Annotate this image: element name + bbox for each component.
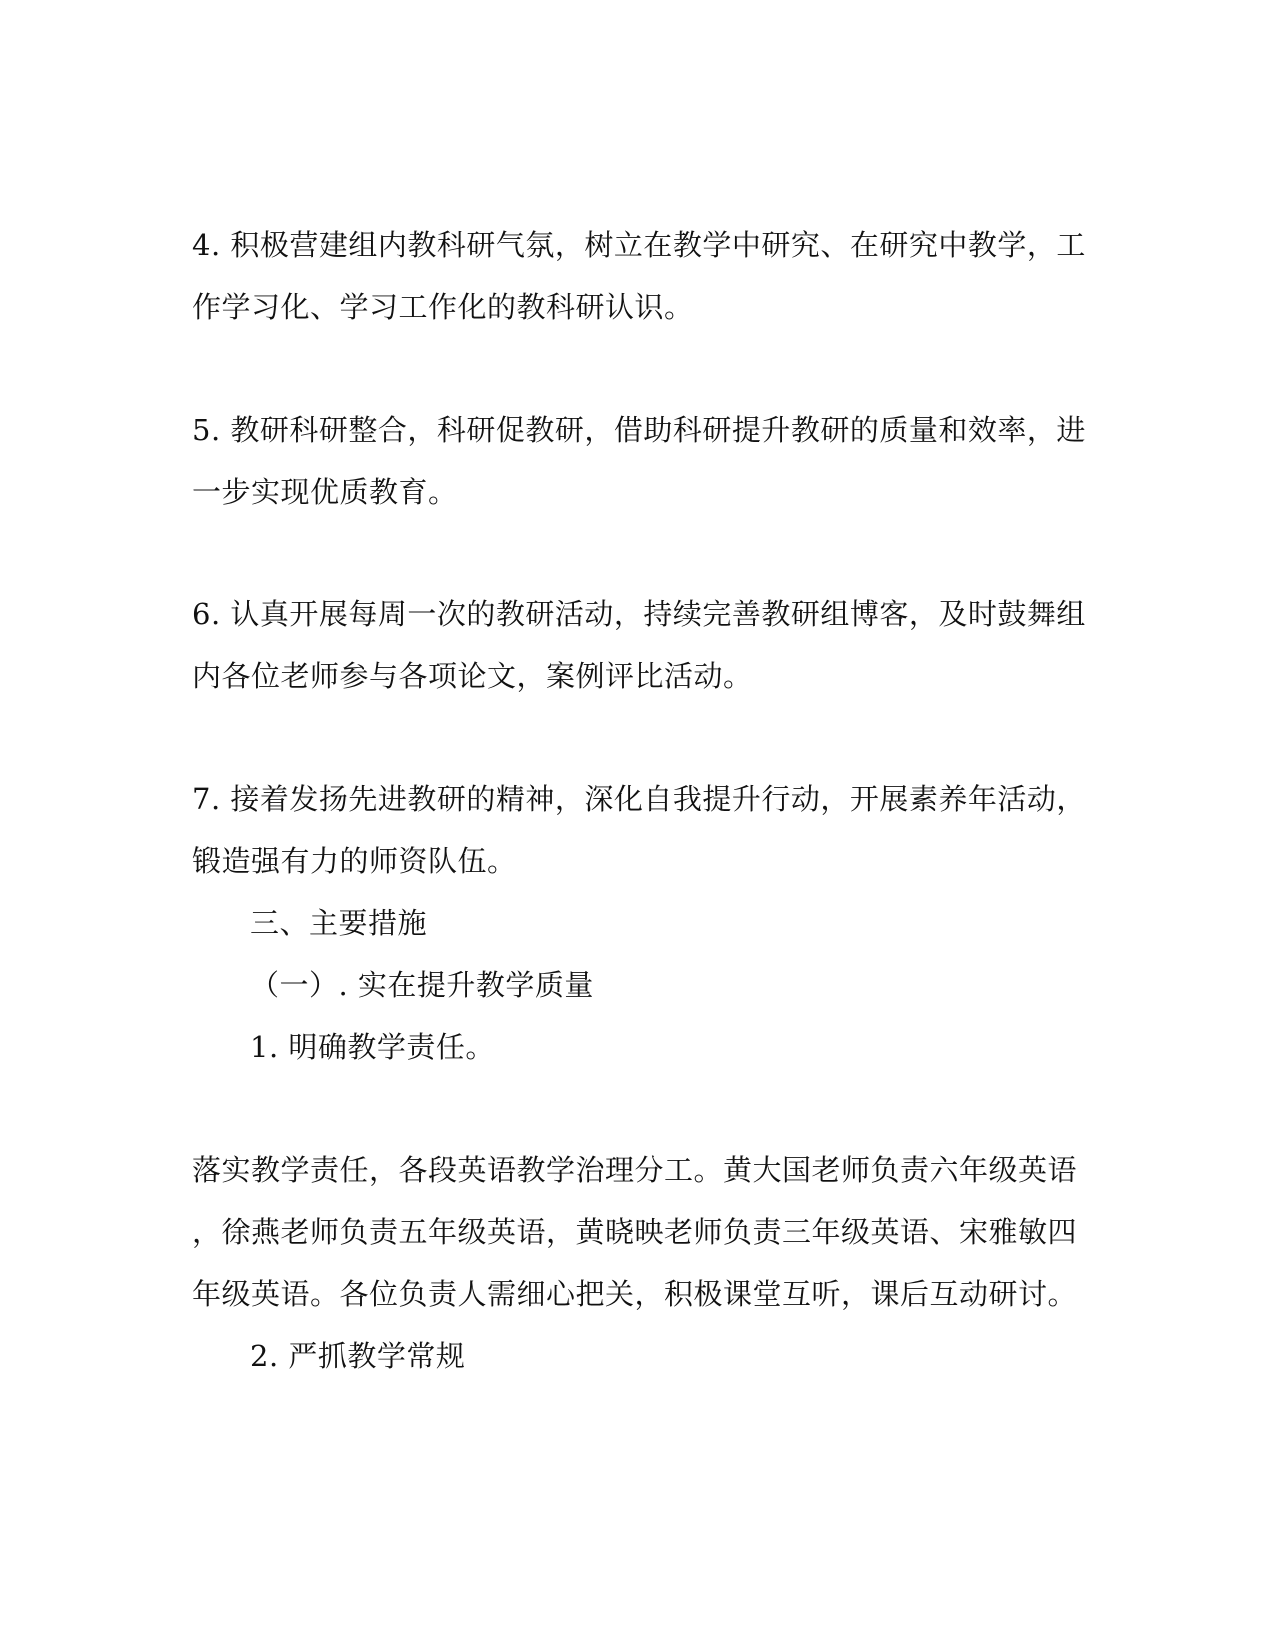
measure-1-body-line-2: ，徐燕老师负责五年级英语，黄晓映老师负责三年级英语、宋雅敏四 — [192, 1215, 1078, 1249]
item-6-line-1: 6. 认真开展每周一次的教研活动，持续完善教研组博客，及时鼓舞组 — [192, 597, 1086, 631]
measure-1-body-line-3: 年级英语。各位负责人需细心把关，积极课堂互听，课后互动研讨。 — [192, 1277, 1078, 1311]
item-6-line-2: 内各位老师参与各项论文，案例评比活动。 — [192, 659, 753, 693]
measure-2-heading: 2. 严抓教学常规 — [250, 1339, 466, 1373]
item-5-line-1: 5. 教研科研整合，科研促教研，借助科研提升教研的质量和效率，进 — [192, 413, 1086, 447]
item-7-line-1: 7. 接着发扬先进教研的精神，深化自我提升行动，开展素养年活动， — [192, 782, 1086, 816]
item-7-line-2: 锻造强有力的师资队伍。 — [192, 844, 517, 878]
section-3-heading: 三、主要措施 — [250, 906, 428, 940]
measure-1-body-line-1: 落实教学责任，各段英语教学治理分工。黄大国老师负责六年级英语 — [192, 1153, 1078, 1187]
item-5-line-2: 一步实现优质教育。 — [192, 475, 458, 509]
subsection-1-heading: （一）. 实在提升教学质量 — [250, 968, 594, 1002]
item-4-line-2: 作学习化、学习工作化的教科研认识。 — [192, 290, 694, 324]
item-4-line-1: 4. 积极营建组内教科研气氛，树立在教学中研究、在研究中教学，工 — [192, 228, 1086, 262]
measure-1-heading: 1. 明确教学责任。 — [250, 1030, 495, 1064]
